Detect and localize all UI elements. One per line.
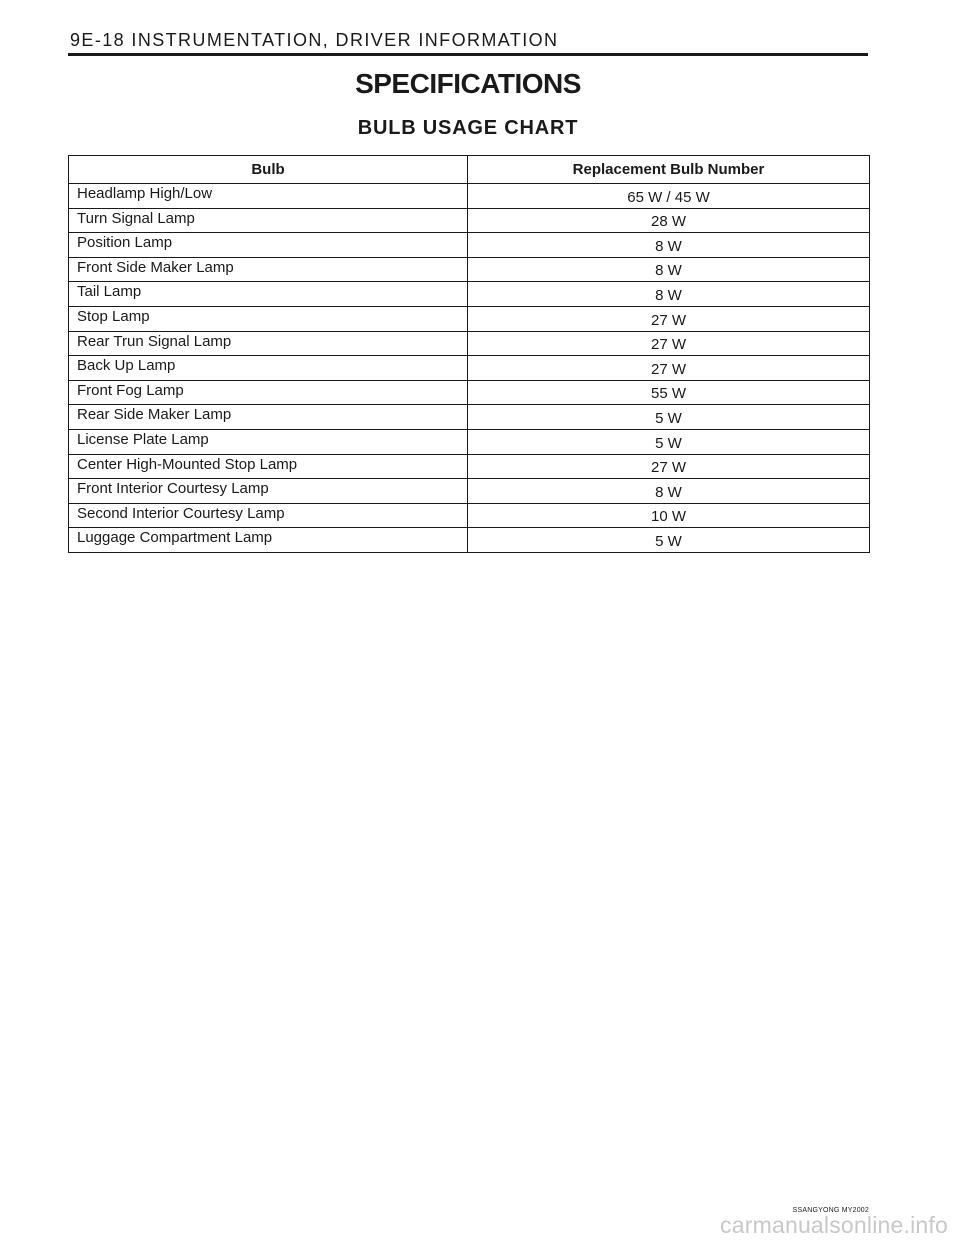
replacement-bulb-cell: 5 W xyxy=(468,429,870,454)
replacement-bulb-cell: 28 W xyxy=(468,208,870,233)
replacement-bulb-cell: 10 W xyxy=(468,503,870,528)
table-row xyxy=(69,331,870,356)
bulb-name-cell: License Plate Lamp xyxy=(69,429,468,454)
table-row xyxy=(69,380,870,405)
table-row xyxy=(69,356,870,381)
header-rule xyxy=(68,53,868,56)
bulb-name-cell: Front Fog Lamp xyxy=(69,380,468,405)
bulb-name-cell: Rear Trun Signal Lamp xyxy=(69,331,468,356)
bulb-name-cell: Stop Lamp xyxy=(69,306,468,331)
replacement-bulb-cell: 27 W xyxy=(468,356,870,381)
bulb-name-cell: Turn Signal Lamp xyxy=(69,208,468,233)
table-row xyxy=(69,208,870,233)
replacement-bulb-cell: 5 W xyxy=(468,405,870,430)
table-row xyxy=(69,282,870,307)
page-title: SPECIFICATIONS xyxy=(355,68,581,99)
replacement-bulb-cell: 27 W xyxy=(468,306,870,331)
bulb-name-cell: Front Interior Courtesy Lamp xyxy=(69,479,468,504)
bulb-name-cell: Center High-Mounted Stop Lamp xyxy=(69,454,468,479)
watermark: carmanualsonline.info xyxy=(720,1212,948,1238)
running-header: 9E-18 INSTRUMENTATION, DRIVER INFORMATION xyxy=(70,30,559,50)
table-header-row xyxy=(69,156,870,184)
bulb-name-cell: Position Lamp xyxy=(69,233,468,258)
replacement-bulb-cell: 5 W xyxy=(468,528,870,553)
bulb-name-cell: Tail Lamp xyxy=(69,282,468,307)
table-row xyxy=(69,184,870,209)
table-row xyxy=(69,405,870,430)
bulb-name-cell: Rear Side Maker Lamp xyxy=(69,405,468,430)
replacement-bulb-cell: 8 W xyxy=(468,282,870,307)
replacement-bulb-cell: 27 W xyxy=(468,331,870,356)
column-header-bulb: Bulb xyxy=(69,156,468,184)
table-row xyxy=(69,257,870,282)
column-header-replacement-bulb-number: Replacement Bulb Number xyxy=(468,156,870,184)
bulb-name-cell: Luggage Compartment Lamp xyxy=(69,528,468,553)
table-row xyxy=(69,454,870,479)
table-row xyxy=(69,503,870,528)
bulb-name-cell: Front Side Maker Lamp xyxy=(69,257,468,282)
chart-title: BULB USAGE CHART xyxy=(357,117,579,139)
bulb-name-cell: Back Up Lamp xyxy=(69,356,468,381)
replacement-bulb-cell: 8 W xyxy=(468,479,870,504)
replacement-bulb-cell: 27 W xyxy=(468,454,870,479)
bulb-name-cell: Headlamp High/Low xyxy=(69,184,468,209)
table-body xyxy=(69,184,870,553)
table-row xyxy=(69,479,870,504)
table-row xyxy=(69,528,870,553)
footer-brand: SSANGYONG MY2002 xyxy=(792,1207,869,1214)
table-row xyxy=(69,233,870,258)
replacement-bulb-cell: 8 W xyxy=(468,257,870,282)
bulb-usage-table xyxy=(68,155,870,553)
replacement-bulb-cell: 55 W xyxy=(468,380,870,405)
replacement-bulb-cell: 65 W / 45 W xyxy=(468,184,870,209)
table-row xyxy=(69,429,870,454)
bulb-name-cell: Second Interior Courtesy Lamp xyxy=(69,503,468,528)
replacement-bulb-cell: 8 W xyxy=(468,233,870,258)
table-row xyxy=(69,306,870,331)
